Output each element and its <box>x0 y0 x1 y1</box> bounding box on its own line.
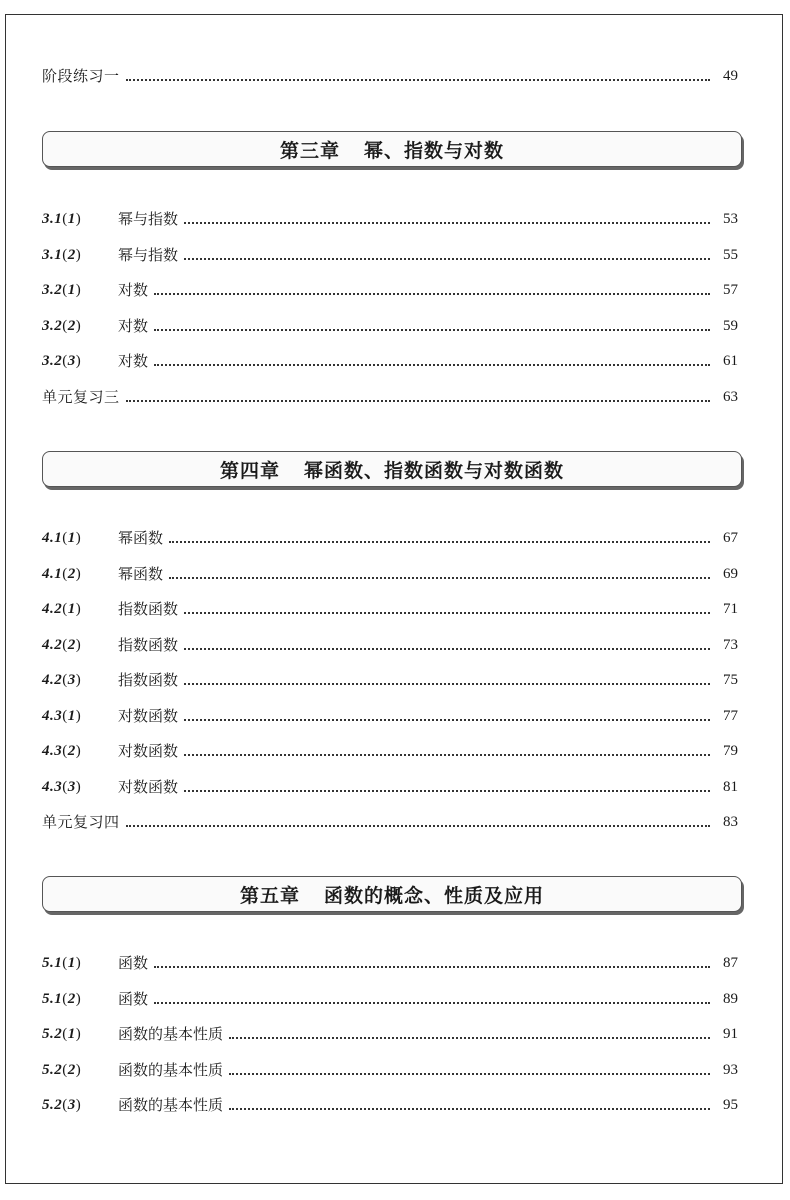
page-number: 89 <box>723 990 738 1007</box>
dot-leader <box>184 719 710 721</box>
page-number: 55 <box>723 246 738 263</box>
toc-entry[interactable] <box>42 987 738 1009</box>
section-number: 4.1(2) <box>42 565 82 582</box>
entry-title: 阶段练习一 <box>42 67 120 85</box>
toc-entry[interactable] <box>42 562 738 584</box>
toc-entry[interactable] <box>42 775 738 797</box>
dot-leader <box>154 329 710 331</box>
dot-leader <box>184 612 710 614</box>
page-number: 93 <box>723 1061 738 1078</box>
section-number: 4.2(2) <box>42 636 82 653</box>
section-number: 4.3(3) <box>42 778 82 795</box>
toc-entry-review3[interactable] <box>42 385 738 407</box>
section-number: 3.2(3) <box>42 353 82 369</box>
chapter-name: 函数的概念、性质及应用 <box>324 884 545 907</box>
chapter-label: 第四章 <box>219 459 280 482</box>
toc-entry[interactable] <box>42 243 738 265</box>
dot-leader <box>184 754 710 756</box>
section-number: 4.1(1) <box>42 530 82 546</box>
toc-entry-review4[interactable] <box>42 810 738 832</box>
toc-entry[interactable] <box>42 314 738 336</box>
page-number: 91 <box>723 1026 738 1042</box>
chapter-5-banner <box>42 876 742 912</box>
dot-leader <box>184 683 710 685</box>
toc-entry[interactable] <box>42 526 738 548</box>
entry-title: 指数函数 <box>118 600 179 618</box>
dot-leader <box>184 258 710 260</box>
section-number: 5.2(1) <box>42 1026 82 1042</box>
chapter-label: 第三章 <box>279 139 340 162</box>
dot-leader <box>169 577 710 579</box>
page-number: 83 <box>723 814 738 830</box>
chapter-4-banner <box>42 451 742 487</box>
dot-leader <box>154 1002 710 1004</box>
section-number: 4.3(2) <box>42 743 82 759</box>
page-number: 69 <box>723 565 738 582</box>
section-number: 5.2(3) <box>42 1097 82 1113</box>
dot-leader <box>126 400 710 402</box>
page-number: 81 <box>723 778 738 795</box>
entry-title: 函数 <box>118 989 149 1008</box>
toc-entry[interactable] <box>42 349 738 371</box>
entry-title: 幂与指数 <box>118 245 179 264</box>
entry-title: 指数函数 <box>118 635 179 654</box>
dot-leader <box>126 79 710 81</box>
toc-entry[interactable] <box>42 951 738 973</box>
dot-leader <box>229 1108 710 1110</box>
entry-title: 指数函数 <box>118 671 179 689</box>
section-number: 5.1(2) <box>42 990 82 1007</box>
toc-entry[interactable] <box>42 1058 738 1080</box>
page-number: 87 <box>723 955 738 971</box>
section-number: 3.2(1) <box>42 282 82 298</box>
entry-title: 函数的基本性质 <box>118 1096 224 1114</box>
page-number: 71 <box>723 601 738 617</box>
page-number: 57 <box>723 282 738 298</box>
toc-entry[interactable] <box>42 704 738 726</box>
toc-entry[interactable] <box>42 597 738 619</box>
page-number: 61 <box>723 353 738 369</box>
dot-leader <box>126 825 710 827</box>
entry-title: 对数函数 <box>118 706 179 725</box>
toc-entry[interactable] <box>42 1022 738 1044</box>
page-number: 73 <box>723 636 738 653</box>
dot-leader <box>229 1073 710 1075</box>
toc-entry[interactable] <box>42 739 738 761</box>
section-number: 3.1(1) <box>42 211 82 227</box>
toc-entry[interactable] <box>42 633 738 655</box>
entry-title: 对数 <box>118 352 149 370</box>
page-number: 95 <box>723 1097 738 1113</box>
page-number: 77 <box>723 707 738 724</box>
section-number: 3.2(2) <box>42 317 82 334</box>
chapter-3-banner <box>42 131 742 167</box>
page-number: 49 <box>723 68 738 84</box>
entry-title: 对数函数 <box>118 742 179 760</box>
entry-title: 函数的基本性质 <box>118 1025 224 1043</box>
entry-title: 函数 <box>118 954 149 972</box>
entry-title: 对数函数 <box>118 777 179 796</box>
section-number: 3.1(2) <box>42 246 82 263</box>
entry-title: 单元复习三 <box>42 388 120 406</box>
dot-leader <box>229 1037 710 1039</box>
dot-leader <box>169 541 710 543</box>
page-number: 63 <box>723 389 738 405</box>
entry-title: 幂与指数 <box>118 210 179 228</box>
chapter-name: 幂函数、指数函数与对数函数 <box>304 459 565 482</box>
page-number: 67 <box>723 530 738 546</box>
section-number: 5.2(2) <box>42 1061 82 1078</box>
dot-leader <box>184 222 710 224</box>
toc-entry[interactable] <box>42 1093 738 1115</box>
section-number: 4.2(3) <box>42 672 82 688</box>
toc-entry-practice1[interactable] <box>42 64 738 86</box>
toc-entry[interactable] <box>42 668 738 690</box>
dot-leader <box>184 790 710 792</box>
entry-title: 对数 <box>118 316 149 335</box>
page-number: 79 <box>723 743 738 759</box>
toc-entry[interactable] <box>42 278 738 300</box>
toc-entry[interactable] <box>42 207 738 229</box>
chapter-label: 第五章 <box>239 884 300 907</box>
section-number: 4.2(1) <box>42 601 82 617</box>
page-number: 75 <box>723 672 738 688</box>
entry-title: 函数的基本性质 <box>118 1060 224 1079</box>
dot-leader <box>154 364 710 366</box>
entry-title: 幂函数 <box>118 529 164 547</box>
section-number: 4.3(1) <box>42 707 82 724</box>
dot-leader <box>184 648 710 650</box>
entry-title: 单元复习四 <box>42 813 120 831</box>
section-number: 5.1(1) <box>42 955 82 971</box>
dot-leader <box>154 293 710 295</box>
page-number: 53 <box>723 211 738 227</box>
chapter-name: 幂、指数与对数 <box>364 139 505 162</box>
entry-title: 对数 <box>118 281 149 299</box>
page-number: 59 <box>723 317 738 334</box>
entry-title: 幂函数 <box>118 564 164 583</box>
dot-leader <box>154 966 710 968</box>
